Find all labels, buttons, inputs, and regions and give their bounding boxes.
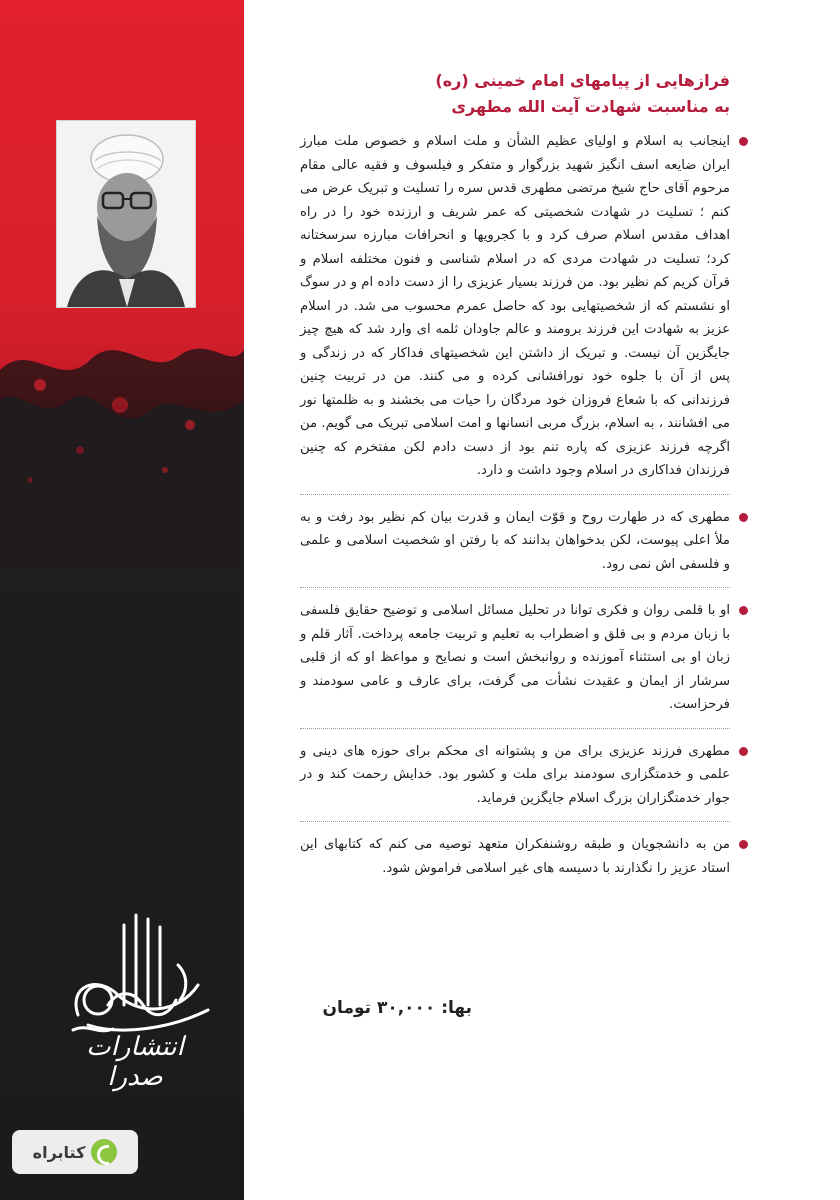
excerpt-paragraph <box>300 506 730 577</box>
excerpt-text: اینجانب به اسلام و اولیای عظیم الشأن و ملت اسلام و خصوص ملت مبارز ایران ضایعه اسف انگیز شهید بزرگوار و متفکر و فیلسوف و فقیه عالی مقام مرحوم آقای حاج شیخ مرتضی مطهری قدس سره را تسلیت و تبریک عرض می کنم ؛ تسلیت در شهادت شخصیتی که عمر شریف و ارزنده خود را در راه اهداف مقدس اسلام صرف کرد و با کجرویها و انحرافات مبارزه سرسختانه کرد؛ تسلیت در شهادت مردی که در اسلام شناسی و فنون مختلفه اسلام و قرآن کریم کم نظیر بود. من فرزند بسیار عزیزی را از دست داده ام و در سوگ او نشستم که از شخصیتهایی بود که حاصل عمرم محسوب می شد. در اسلام عزیز به شهادت این فرزند برومند و عالم جاودان ثلمه ای وارد شد که هیچ چیز جایگزین آن نیست. و تبریک از داشتن این شخصیتهای فداکار که در زندگی و پس از آن با جلوه خود نورافشانی کرده و می کنند. من در تربیت چنین فرزندانی که با شعاع فروزان خود مردگان را حیات می بخشند و به ظلمتها نور می افشانند ، به اسلام، بزرگ مربی انسانها و امت اسلامی تبریک می گویم. من اگرچه فرزند عزیزی که پاره تنم بود از دست دادم لکن مفتخرم که چنین فرزندان فداکاری در اسلام وجود داشت و دارد. <box>300 134 730 478</box>
heading-line-2: به مناسبت شهادت آیت الله مطهری <box>451 97 730 116</box>
portrait-photo <box>56 120 196 308</box>
bullet-dot-icon <box>739 137 748 146</box>
excerpt-paragraph <box>300 599 730 717</box>
bullet-dot-icon <box>739 747 748 756</box>
store-badge-label: کتابراه <box>32 1142 86 1162</box>
excerpt-paragraph <box>300 740 730 811</box>
section-divider <box>300 587 730 588</box>
section-divider <box>300 494 730 495</box>
excerpt-text: مطهری فرزند عزیزی برای من و پشتوانه ای محکم برای حوزه های دینی و علمی و خدمتگزاری سودمند برای ملت و کشور بود. خدایش رحمت کند و در جوار خدمتگزاران بزرگ اسلام جایگزین فرماید. <box>300 743 730 806</box>
excerpt-text: او با قلمی روان و فکری توانا در تحلیل مسائل اسلامی و توضیح حقایق فلسفی با زبان مردم و بی قلق و اضطراب به تعلیم و تربیت جامعه پرداخت. آثار قلم و زبان او بی استثناء آموزنده و روانبخش است و نصایح و مواعظ او که از قلبی سرشار از ایمان و عقیدت نشأت می گرفت، برای عارف و عامی سودمند و فرحزاست. <box>300 603 730 712</box>
excerpt-text: مطهری که در طهارت روح و قوّت ایمان و قدرت بیان کم نظیر بود رفت و به ملأ اعلی پیوست، لکن بدخواهان بدانند که با رفتن او شخصیت اسلامی و علمی و فلسفی اش نمی رود. <box>300 509 730 572</box>
section-divider <box>300 728 730 729</box>
store-badge[interactable] <box>12 1130 138 1174</box>
publisher-name: انتشارات صدرا <box>86 1032 184 1092</box>
price-label: بها: ۳۰,۰۰۰ تومان <box>322 998 472 1018</box>
cover-side-panel <box>0 0 244 1200</box>
excerpt-text: من به دانشجویان و طبقه روشنفکران متعهد توصیه می کنم که کتابهای این استاد عزیز را نگذارند با دسیسه های غیر اسلامی فراموش شود. <box>300 837 730 876</box>
section-divider <box>300 821 730 822</box>
paint-splatter-decoration <box>0 330 244 570</box>
bullet-dot-icon <box>739 840 748 849</box>
bullet-dot-icon <box>739 513 748 522</box>
excerpt-paragraph <box>300 833 730 880</box>
page-heading <box>300 68 730 120</box>
store-logo-icon <box>91 1139 117 1165</box>
excerpt-paragraph <box>300 130 730 483</box>
bullet-dot-icon <box>739 606 748 615</box>
heading-line-1: فرازهایی از پیامهای امام خمینی (ره) <box>435 71 730 90</box>
message-excerpts <box>300 68 730 891</box>
